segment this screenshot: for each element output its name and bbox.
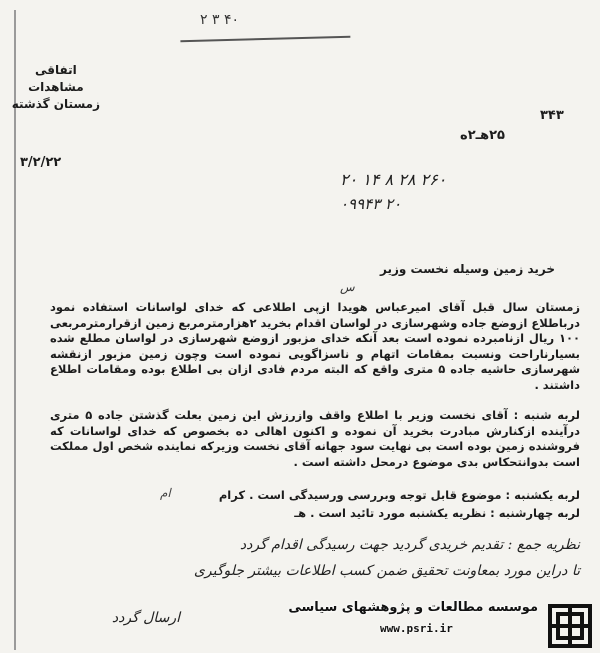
ref-number: ۳۴۳: [540, 108, 564, 123]
watermark-institute-name: موسسه مطالعات و پژوهشهای سیاسی: [288, 600, 538, 615]
watermark-url: www.psri.ir: [380, 622, 453, 635]
heading-line1: اتفاقی: [34, 63, 77, 77]
heading-line3: زمستان گذشته: [11, 97, 100, 111]
paragraph-1: زمستان سال قبل آقای امیرعباس هویدا ازپی اطلاعی که خدای لواسانات استفاده نمود درباطلاع ازوضع جاده وشهرسازی در لواسان اقدام بخرید ۲هزارمترمربع زمین ازقرارمترمربعی ۱۰۰ ریال ازنامبرده نموده است بعد آنکه خدای مزبور ازوضع شهرسازی در لواسان مطلع شده بسیارناراحت ونسبت بمقامات اتهام و ناسزاگویی نموده است وچون زمین مزبور ازنقشه شهرسازی حاشیه جاده ۵ متری واقع که البته مردم فادی ازان بی اطلاع بوده ومقامات اطلاع داشتند .: [50, 300, 581, 392]
psri-logo-icon: [548, 604, 592, 648]
top-scribble: ۴۰ ۳ ۲: [200, 12, 240, 28]
signoff-mark: ام: [160, 486, 171, 500]
handwritten-ref-2: ۰۹۹۴۳ ۲۰: [340, 195, 402, 213]
paragraph-3: لربه یکشنبه : موضوع قابل توجه وبررسی ورسیدگی است . کرام: [218, 488, 580, 502]
paragraph-2: لربه شنبه : آقای نخست وزیر با اطلاع واقف وازرزش این زمین بعلت گذشتن جاده ۵ متری درآینده ازکنارش مبادرت بخرید آن نموده و اکنون اهالی ده بخصوص که خدای لواسانات که فروشنده زمین بوده است بی نهایت سود جهانه آقای نخست وزیرکه نماینده شخص اول مملکت است بدوانتحکاس بدی موضوع درمحل داشته است .: [50, 408, 581, 469]
heading-block: [12, 62, 100, 113]
heading-line2: مشاهدات: [28, 80, 84, 94]
ref-sub-number: ۲۵هـ۲ه: [460, 128, 505, 143]
paragraph-4: لربه چهارشنبه : نظریه یکشنبه مورد تائید است . هـ: [294, 506, 580, 520]
document-subject: خرید زمین وسیله نخست وزیر: [380, 262, 556, 276]
document-date: ۳/۲/۲۲: [20, 155, 62, 170]
watermark: [270, 596, 600, 653]
handwritten-note-1: نظریه جمع : تقدیم خریدی گردید جهت رسیدگی اقدام گردد: [239, 537, 580, 553]
handwritten-note-2: تا دراین مورد بمعاونت تحقیق ضمن کسب اطلاعات بیشتر جلوگیری: [193, 563, 580, 579]
subject-mark: س: [340, 280, 355, 294]
handwritten-note-3: ارسال گردد: [111, 610, 180, 626]
handwritten-ref-1: ۲۰ ۱۴ ۸ ۲۸ ۲۶۰: [340, 170, 447, 189]
